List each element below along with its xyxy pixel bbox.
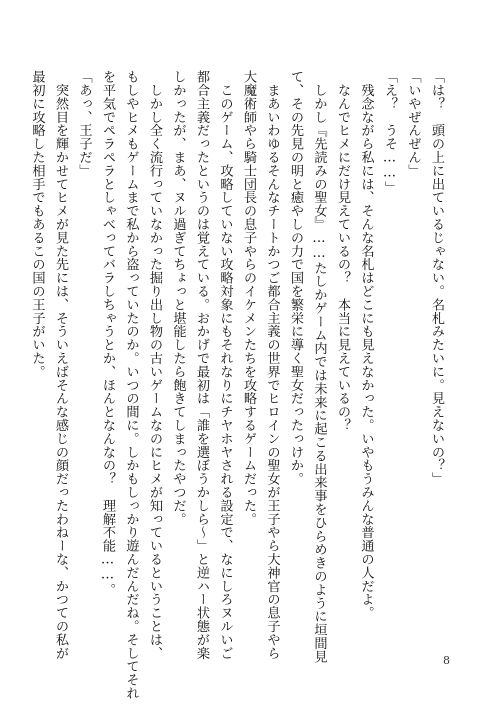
text-line: て、その先見の明と癒やしの力で国を繁栄に導く聖女だったっけか。 — [288, 70, 303, 486]
text-line: を平気でペラペラとしゃべってバラしちゃうとか、ほんとなんなの？ 理解不能……。 — [100, 70, 115, 597]
text-line: このゲーム、攻略していない攻略対象にもそれなりにチヤホヤされる設定で、なにしろヌルいご — [217, 70, 233, 660]
text-line: 「いやぜんぜん」 — [405, 70, 421, 178]
text-line: しかし『先読みの聖女』……たしかゲーム内では未来に起こる出来事をひらめきのように垣間見 — [311, 70, 327, 664]
page-number: 8 — [443, 654, 450, 667]
text-line: もしやヒメもゲームまで私から盗っていたのか。いつの間に。しかもしっかり遊んだんだね。そしてそれ — [123, 70, 139, 700]
text-line: なんでヒメにだけ見えているの？ 本当に見えているの？ — [335, 70, 350, 432]
text-line: 「は？ 頭の上に出ているじゃない。名札みたいに。見えないの？」 — [429, 70, 444, 486]
text-line: 最初に攻略した相手でもあるこの国の王子がいた。 — [29, 70, 45, 379]
text-line: 都合主義だったというのは覚えている。おかげで最初は「誰を選ぼうかしら～」と逆ハー状態が楽 — [194, 70, 209, 660]
text-line: まあいわゆるそんなチートかつご都合主義の世界でヒロインの聖女が王子やら大神官の息子やら — [264, 70, 280, 660]
vertical-text-body — [29, 70, 448, 700]
text-line: 「あっ、王子だ」 — [76, 70, 92, 178]
text-line: しかし全く流行っていなかった掘り出し物の古いゲームなのにヒメが知っているということは、 — [147, 70, 162, 660]
text-line: 「え？ うそ……」 — [382, 70, 397, 195]
text-line: 突然目を輝かせてヒメが見た先には、そういえばそんな感じの顔だったわねーな、かつての私が — [53, 70, 68, 660]
text-line: 大魔術師やら騎士団長の息子やらのイケメンたちを攻略するゲームだった。 — [241, 70, 256, 526]
text-line: しかったが、まあ、ヌル過ぎてちょっと堪能したら飽きてしまったやつだ。 — [170, 70, 186, 526]
text-line: 残念ながら私には、そんな名札はどこにも見えなかった。いやもうみんな普通の人だよ。 — [358, 70, 374, 620]
